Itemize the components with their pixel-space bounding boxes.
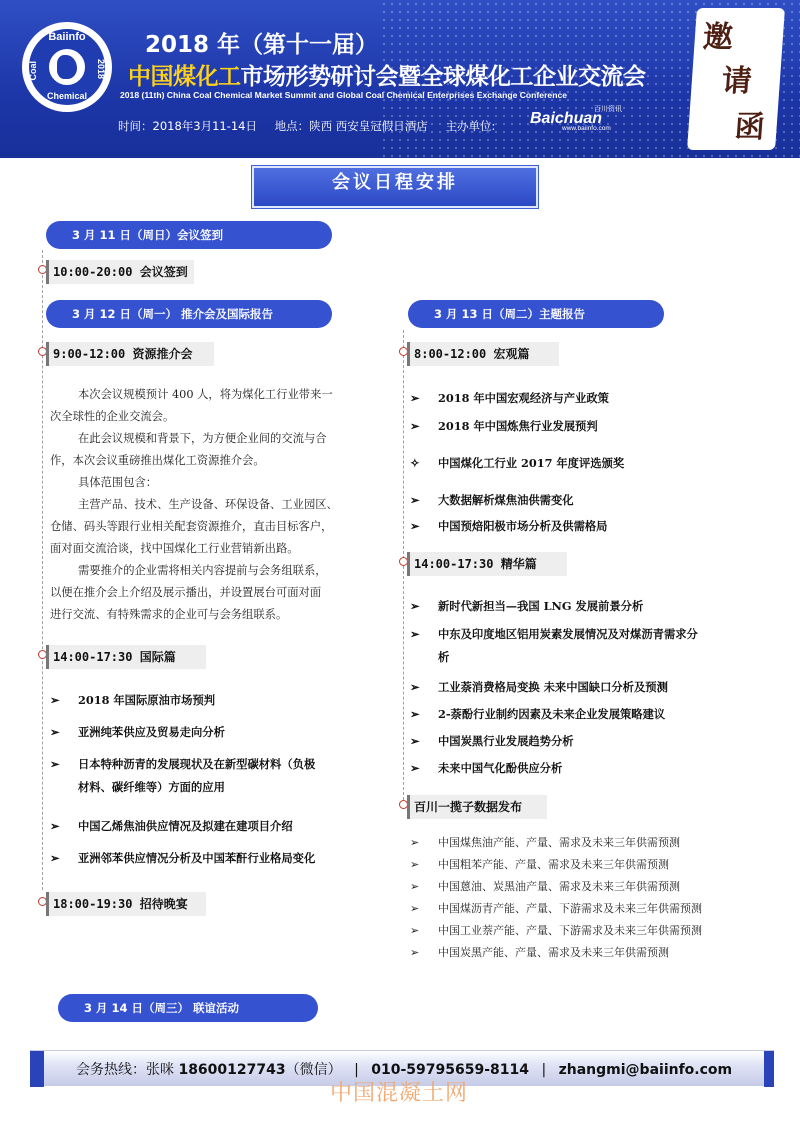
- hollow-arrow-icon: ➢: [410, 880, 420, 893]
- arrow-bullet-icon: ➢: [50, 725, 60, 739]
- arrow-bullet-icon: ➢: [50, 693, 60, 707]
- arrow-bullet-icon: ➢: [410, 493, 420, 507]
- agenda-item: ➢ 中国乙烯焦油供应情况及拟建在建项目介绍: [50, 816, 293, 836]
- day3-pill: 3 月 13 日（周二）主题报告: [408, 300, 664, 328]
- agenda-item: ➢ 未来中国气化酚供应分析: [410, 758, 562, 778]
- day4-pill: 3 月 14 日（周三） 联谊活动: [58, 994, 318, 1022]
- hollow-arrow-icon: ➢: [410, 836, 420, 849]
- day2-pill: 3 月 12 日（周一） 推介会及国际报告: [46, 300, 332, 328]
- agenda-item-continued: 材料、碳纤维等）方面的应用: [78, 780, 225, 794]
- arrow-bullet-icon: ➢: [410, 761, 420, 775]
- left-timeline: [42, 250, 43, 890]
- hollow-arrow-icon: ➢: [410, 946, 420, 959]
- footer-right-accent: [764, 1051, 774, 1087]
- data-release-item: ➢ 中国工业萘产能、产量、下游需求及未来三年供需预测: [410, 924, 702, 937]
- arrow-bullet-icon: ➢: [50, 757, 60, 771]
- title-highlight: 中国煤化工: [128, 64, 241, 90]
- agenda-item: ➢ 中国预焙阳极市场分析及供需格局: [410, 516, 607, 536]
- data-release-item: ➢ 中国蒽油、炭黑油产量、需求及未来三年供需预测: [410, 880, 680, 893]
- day3-session1-time: 8:00-12:00 宏观篇: [407, 342, 559, 366]
- brand-cn: 百川资讯: [594, 105, 622, 113]
- paragraph-line: 面对面交流洽谈，找中国煤化工行业营销新出路。: [50, 542, 299, 555]
- event-info: [118, 118, 509, 134]
- paragraph-line: 需要推介的企业需将相关内容提前与会务组联系，: [78, 564, 327, 577]
- hollow-arrow-icon: ➢: [410, 858, 420, 871]
- hollow-arrow-icon: ➢: [410, 902, 420, 915]
- day2-session3-time: 18:00-19:30 招待晚宴: [46, 892, 206, 916]
- paragraph-line: 以便在推介会上介绍及展示播出，并设置展台可面对面: [50, 586, 322, 599]
- globe-icon: [47, 47, 87, 87]
- day2-session2-time: 14:00-17:30 国际篇: [46, 645, 206, 669]
- arrow-bullet-icon: ➢: [410, 419, 420, 433]
- invitation-seal: [687, 8, 785, 150]
- paragraph-line: 具体范围包含：: [78, 476, 158, 489]
- agenda-item: ➢ 2018 年中国炼焦行业发展预判: [410, 416, 598, 436]
- hotline-label: 会务热线：张咪: [76, 1062, 174, 1078]
- day1-time: 10:00-20:00 会议签到: [46, 260, 194, 284]
- paragraph-line: 在此会议规模和背景下，为方便企业间的交流与合: [78, 432, 327, 445]
- site-watermark: 中国混凝土网: [330, 1081, 469, 1106]
- paragraph-line: 进行交流、有特殊需求的企业可与会务组联系。: [50, 608, 288, 621]
- title-rest: 市场形势研讨会暨全球煤化工企业交流会: [240, 64, 646, 90]
- agenda-item: ➢ 中国炭黑行业发展趋势分析: [410, 731, 574, 751]
- hollow-arrow-icon: ➢: [410, 924, 420, 937]
- arrow-bullet-icon: ➢: [410, 627, 420, 641]
- arrow-bullet-icon: ➢: [410, 599, 420, 613]
- day2-session1-time: 9:00-12:00 资源推介会: [46, 342, 214, 366]
- arrow-bullet-icon: ➢: [410, 391, 420, 405]
- conference-title: [128, 58, 646, 91]
- paragraph-line: 作，本次会议重磅推出煤化工资源推介会。: [50, 454, 265, 467]
- data-release-item: ➢ 中国炭黑产能、产量、需求及未来三年供需预测: [410, 946, 669, 959]
- event-place: 地点：陕西 西安皇冠假日酒店: [274, 119, 428, 133]
- data-release-item: ➢ 中国煤沥青产能、产量、下游需求及未来三年供需预测: [410, 902, 702, 915]
- footer-separator: |: [354, 1062, 359, 1078]
- agenda-item-continued: 析: [438, 650, 450, 664]
- agenda-item: ➢ 大数据解析煤焦油供需变化: [410, 490, 574, 510]
- wechat-note: （微信）: [285, 1062, 342, 1078]
- four-point-star-icon: ✧: [410, 456, 420, 470]
- arrow-bullet-icon: ➢: [50, 819, 60, 833]
- agenda-item: ➢ 2018 年中国宏观经济与产业政策: [410, 388, 609, 408]
- header-banner: [0, 0, 800, 158]
- hotline-phone: 18600127743: [178, 1062, 286, 1078]
- agenda-item: ➢ 日本特种沥青的发展现状及在新型碳材料（负极 材料、碳纤维等）方面的应用: [50, 754, 315, 800]
- data-release-item: ➢ 中国粗苯产能、产量、需求及未来三年供需预测: [410, 858, 669, 871]
- arrow-bullet-icon: ➢: [410, 519, 420, 533]
- invitation-char-1: 邀: [701, 20, 735, 55]
- agenda-item: ➢ 亚洲纯苯供应及贸易走向分析: [50, 722, 225, 742]
- day3-session3-title: 百川一揽子数据发布: [407, 795, 547, 819]
- paragraph-line: 次全球性的企业交流会。: [50, 410, 175, 423]
- agenda-item: ➢ 中东及印度地区铝用炭素发展情况及对煤沥青需求分 析: [410, 624, 698, 670]
- footer-left-accent: [30, 1051, 44, 1087]
- arrow-bullet-icon: ➢: [410, 707, 420, 721]
- day3-session2-time: 14:00-17:30 精华篇: [407, 552, 567, 576]
- arrow-bullet-icon: ➢: [50, 851, 60, 865]
- event-host: 主办单位:: [445, 119, 496, 133]
- day1-pill: 3 月 11 日（周日）会议签到: [46, 221, 332, 249]
- footer-separator: |: [541, 1062, 547, 1078]
- paragraph-line: 主营产品、技术、生产设备、环保设备、工业园区、: [78, 498, 338, 511]
- agenda-item: ➢ 新时代新担当—我国 LNG 发展前景分析: [410, 596, 643, 616]
- baichuan-brand-logo: [530, 105, 630, 132]
- data-release-item: ➢ 中国煤焦油产能、产量、需求及未来三年供需预测: [410, 836, 680, 849]
- paragraph-line: 本次会议规模预计 400 人，将为煤化工行业带来一: [78, 388, 333, 401]
- agenda-item: ➢ 2-萘酚行业制约因素及未来企业发展策略建议: [410, 704, 665, 724]
- brand-name: Baichuan: [530, 110, 603, 127]
- contact-email: zhangmi@baiinfo.com: [558, 1062, 733, 1078]
- arrow-bullet-icon: ➢: [410, 680, 420, 694]
- logo-text-right: 2018: [96, 59, 106, 80]
- invitation-char-3: 函: [733, 110, 766, 145]
- invitation-char-2: 请: [720, 64, 754, 99]
- logo-text-bottom: Chemical: [46, 91, 88, 101]
- paragraph-line: 仓储、码头等跟行业相关配套资源推介，直击目标客户，: [50, 520, 333, 533]
- schedule-banner: 会议日程安排: [252, 166, 538, 208]
- baiinfo-logo: [22, 22, 112, 112]
- edition-title: 2018 年（第十一届）: [145, 32, 379, 58]
- event-time: 时间：2018年3月11-14日: [118, 119, 257, 133]
- brand-url: www.baiinfo.com: [562, 125, 611, 132]
- arrow-bullet-icon: ➢: [410, 734, 420, 748]
- conference-title-english: 2018 (11th) China Coal Chemical Market Summit and Global Coal Chemical Enterprises Exchange Conference: [120, 90, 568, 100]
- logo-text-left: Coal: [28, 61, 38, 81]
- logo-text-top: Baiinfo: [48, 31, 86, 43]
- agenda-item: ➢ 2018 年国际原油市场预判: [50, 690, 215, 710]
- agenda-item: ➢ 亚洲邻苯供应情况分析及中国苯酐行业格局变化: [50, 848, 315, 868]
- agenda-item: ➢ 工业萘消费格局变换 未来中国缺口分析及预测: [410, 677, 668, 697]
- agenda-item: ✧ 中国煤化工行业 2017 年度评选颁奖: [410, 453, 624, 473]
- office-tel: 010-59795659-8114: [371, 1062, 529, 1078]
